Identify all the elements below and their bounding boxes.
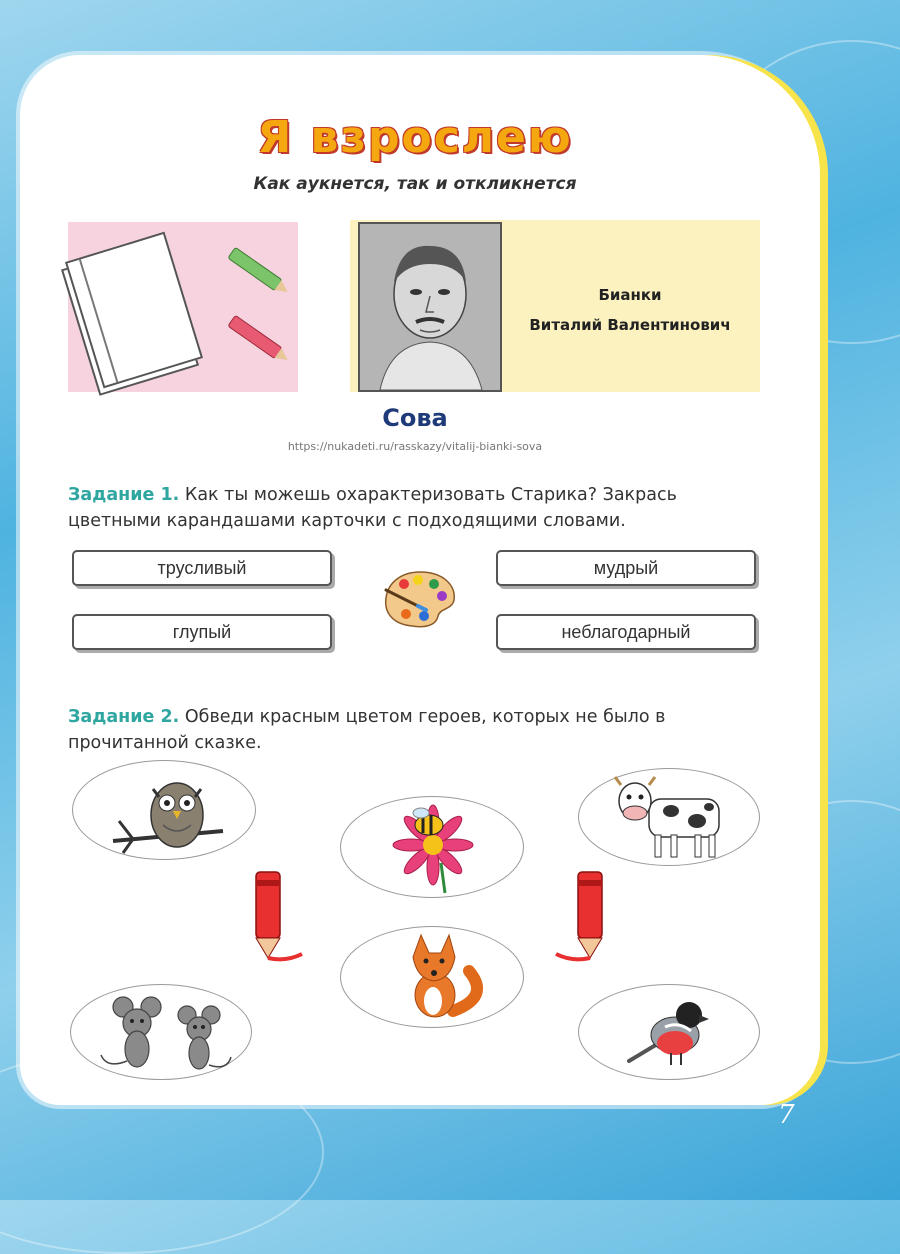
author-portrait-icon (360, 224, 500, 390)
author-full-name: Виталий Валентинович (529, 316, 731, 334)
page-subtitle: Как аукнется, так и откликнется (253, 174, 577, 194)
owl-icon (73, 761, 255, 859)
mice-icon (71, 985, 251, 1079)
cow-icon (579, 769, 759, 865)
character-oval-mice[interactable] (70, 984, 252, 1080)
character-oval-cow[interactable] (578, 768, 760, 866)
story-url: https://nukadeti.ru/rasskazy/vitalij-bianki-sova (287, 440, 543, 453)
story-title: Сова (382, 404, 448, 432)
paint-palette-icon (382, 568, 458, 630)
word-card[interactable]: глупый (72, 614, 332, 650)
bullfinch-icon (579, 985, 759, 1079)
character-oval-bullfinch[interactable] (578, 984, 760, 1080)
task-1-label: Задание 1. (68, 485, 180, 505)
character-oval-bee[interactable] (340, 796, 524, 898)
author-last-name: Бианки (598, 286, 662, 304)
author-portrait (358, 222, 502, 392)
word-card[interactable]: неблагодарный (496, 614, 756, 650)
task-1-text: Как ты можешь охарактеризовать Старика? Закрась цветными карандашами карточки с подходящими словами. (68, 485, 677, 531)
bee-on-flower-icon (341, 797, 523, 897)
fox-icon (341, 927, 523, 1027)
author-name (505, 280, 755, 340)
word-card[interactable]: трусливый (72, 550, 332, 586)
task-1 (68, 482, 768, 534)
page-number: 7 (778, 1100, 795, 1130)
character-oval-owl[interactable] (72, 760, 256, 860)
task-2-label: Задание 2. (68, 707, 180, 727)
page-title: Я взрослею (257, 112, 573, 163)
task-2 (68, 704, 768, 756)
word-card[interactable]: мудрый (496, 550, 756, 586)
character-oval-fox[interactable] (340, 926, 524, 1028)
red-crayon-icon (550, 866, 614, 966)
red-crayon-icon (246, 866, 310, 966)
task-2-text: Обведи красным цветом героев, которых не было в прочитанной сказке. (68, 707, 666, 753)
